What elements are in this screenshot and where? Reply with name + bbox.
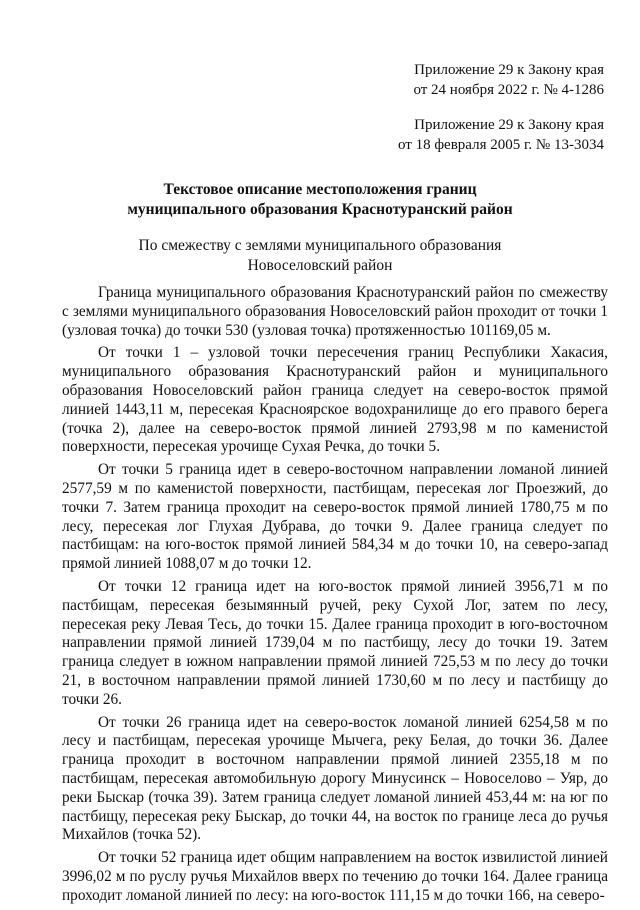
body-paragraph: От точки 26 граница идет на северо-восток ломаной линией 6254,58 м по лесу и пастбищам, пересекая урочище Мычега, реку Белая, до точки 36. Далее граница проходит в восточном направлении прямой линией 2355,18 м по пастбищам, пересекая автомобильную дорогу Минусинск – Новоселово – Уяр, до реки Быскар (точка 39). Затем граница следует ломаной линией 453,44 м: на юг по пастбищу, пересекая реку Быскар, до точки 44, на восток по границе леса до ручья Михайлов (точка 52). (62, 713, 608, 844)
section-subtitle-line: Новоселовский район (247, 257, 393, 274)
document-title-line: муниципального образования Краснотуранский район (127, 201, 513, 218)
appendix-header-current (413, 60, 604, 100)
document-body (62, 284, 608, 910)
appendix-header-date: от 18 февраля 2005 г. № 13-3034 (397, 137, 604, 153)
appendix-header-date: от 24 ноября 2022 г. № 4-1286 (413, 82, 604, 98)
document-title (0, 180, 640, 220)
body-paragraph: От точки 12 граница идет на юго-восток прямой линией 3956,71 м по пастбищам, пересекая безымянный ручей, реку Сухой Лог, затем по лесу, пересекая реку Левая Тесь, до точки 15. Далее граница проходит в юго-восточном направлении прямой линией 1739,04 м по пастбищу, лесу до точки 19. Затем граница следует в южном направлении прямой линией 725,53 м по лесу до точки 21, в восточном направлении прямой линией 1730,60 м по лесу и пастбищу до точки 26. (62, 577, 608, 708)
body-paragraph: Граница муниципального образования Краснотуранский район по смежеству с землями муниципального образования Новоселовский район проходит от точки 1 (узловая точка) до точки 530 (узловая точка) протяженностью 101169,05 м. (62, 284, 608, 339)
section-subtitle-line: По смежеству с землями муниципального образования (138, 237, 502, 254)
body-paragraph: От точки 52 граница идет общим направлением на восток извилистой линией 3996,02 м по руслу ручья Михайлов вверх по течению до точки 164. Далее граница проходит ломаной линией по лесу: на юго-восток 111,15 м до точки 166, на северо- (62, 849, 608, 904)
body-paragraph: От точки 5 граница идет в северо-восточном направлении ломаной линией 2577,59 м по каменистой поверхности, пастбищам, пересекая лог Проезжий, до точки 7. Затем граница проходит на северо-восток прямой линией 1780,75 м по лесу, пересекая лог Глухая Дубрава, до точки 9. Далее граница следует по пастбищам: на юго-восток прямой линией 584,34 м до точки 10, на северо-запад прямой линией 1088,07 м до точки 12. (62, 461, 608, 573)
body-paragraph: От точки 1 – узловой точки пересечения границ Республики Хакасия, муниципального образования Краснотуранский район и муниципального образования Новоселовский район граница следует на северо-восток прямой линией 1443,11 м, пересекая Красноярское водохранилище до его правого берега (точка 2), далее на северо-восток прямой линией 2793,98 м по каменистой поверхности, пересекая урочище Сухая Речка, до точки 5. (62, 344, 608, 456)
appendix-header-line: Приложение 29 к Закону края (414, 117, 604, 133)
document-title-line: Текстовое описание местоположения границ (163, 181, 477, 198)
appendix-header-line: Приложение 29 к Закону края (414, 62, 604, 78)
appendix-header-original (398, 115, 604, 155)
section-subtitle (0, 236, 640, 276)
